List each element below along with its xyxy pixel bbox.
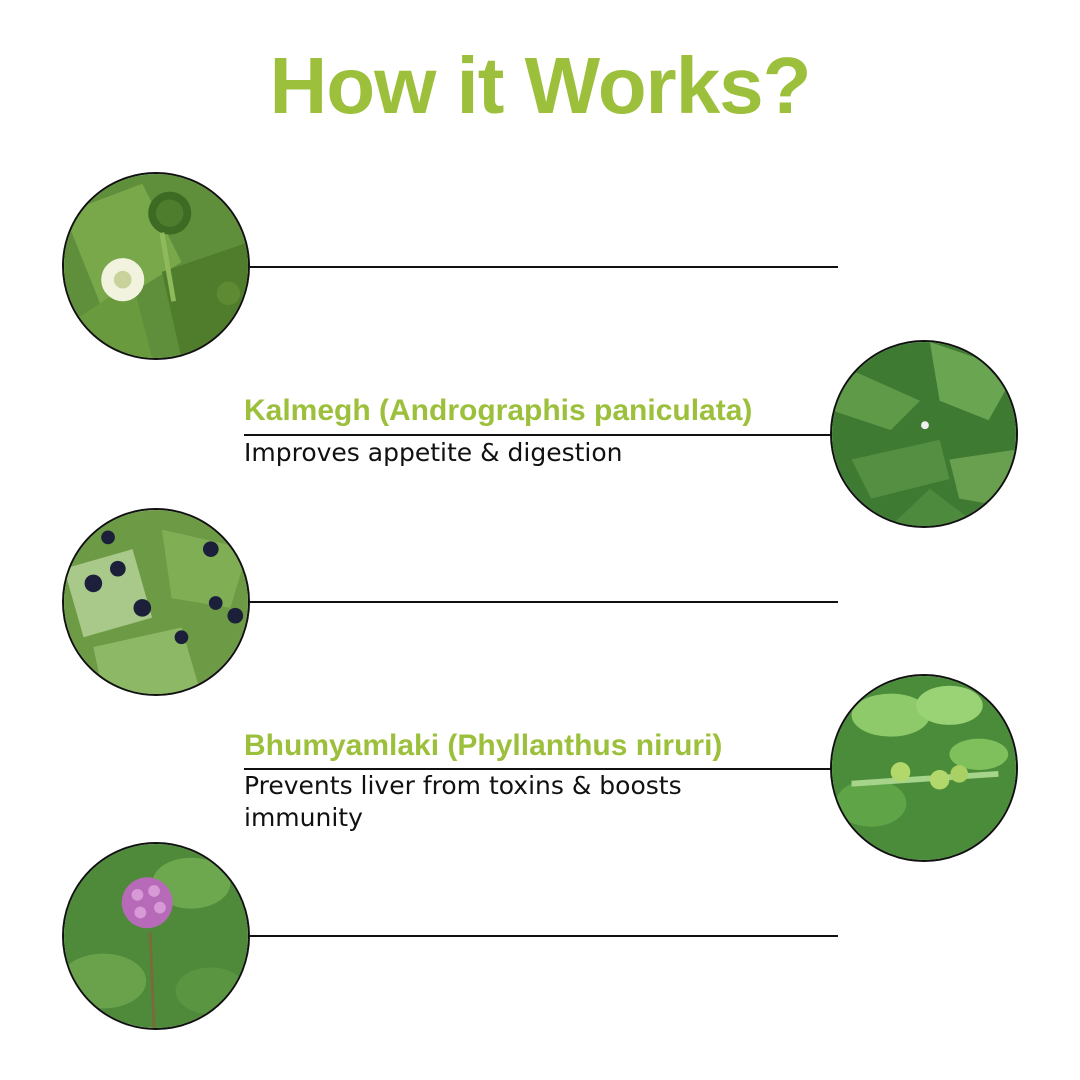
divider-line <box>250 601 838 603</box>
punarnava-flower-photo <box>62 842 250 1030</box>
herb-name: Kalmegh (Andrographis paniculata) <box>244 394 753 427</box>
divider-line <box>244 434 832 436</box>
herb-description: immunity <box>244 803 363 832</box>
kalmegh-plant-photo <box>830 340 1018 528</box>
divider-line <box>250 266 838 268</box>
makoy-berries-photo <box>62 508 250 696</box>
divider-line <box>250 935 838 937</box>
page-title: How it Works? <box>269 41 811 130</box>
herb-description: Prevents liver from toxins & boosts <box>244 771 682 800</box>
herb-description: Improves appetite & digestion <box>244 438 623 467</box>
bhringraj-plant-photo <box>62 172 250 360</box>
bhumyamlaki-plant-photo <box>830 674 1018 862</box>
herb-name: Bhumyamlaki (Phyllanthus niruri) <box>244 729 723 762</box>
